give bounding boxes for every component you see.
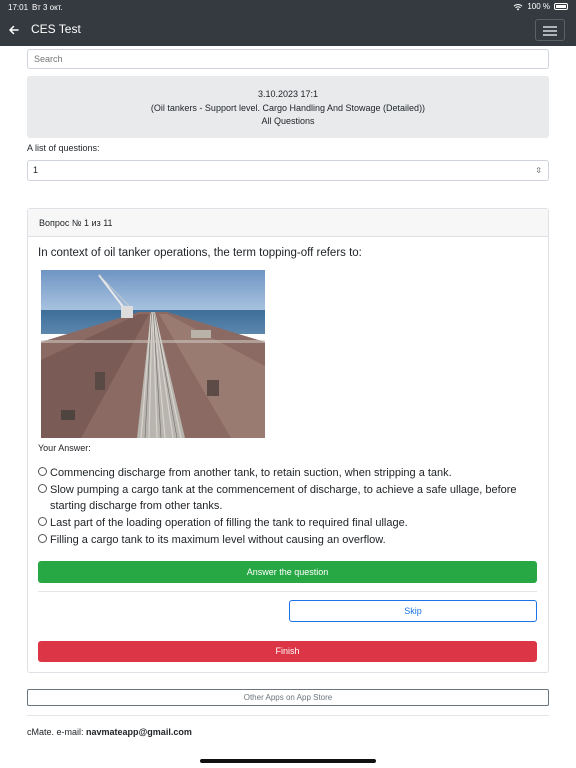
home-indicator [200, 759, 376, 763]
divider [27, 715, 549, 716]
radio-button[interactable] [38, 534, 47, 543]
status-bar [0, 0, 576, 14]
chevron-updown-icon: ⇳ [535, 166, 542, 175]
battery-icon [554, 3, 568, 10]
question-image [41, 270, 265, 438]
search-input[interactable] [27, 49, 549, 69]
answer-option-text: Commencing discharge from another tank, to retain suction, when stripping a tank. [50, 467, 452, 479]
question-text: In context of oil tanker operations, the term topping-off refers to: [38, 247, 362, 259]
answer-option-text: Slow pumping a cargo tank at the commencement of discharge, to achieve a safe ullage, before starting discharge from other tanks. [50, 484, 517, 512]
battery-percent: 100 % [527, 2, 550, 11]
status-right [513, 2, 568, 11]
question-list-label: A list of questions: [27, 143, 100, 153]
question-select-value: 1 [33, 165, 39, 175]
status-date: Вт 3 окт. [32, 3, 63, 12]
other-apps-button[interactable]: Other Apps on App Store [27, 689, 549, 706]
wifi-icon [513, 3, 523, 11]
status-time: 17:01 [8, 3, 29, 12]
footer-prefix: cMate. e-mail: [27, 727, 87, 737]
radio-button[interactable] [38, 467, 47, 476]
finish-button[interactable]: Finish [38, 641, 537, 662]
radio-button[interactable] [38, 517, 47, 526]
answer-label: Your Answer: [38, 443, 91, 453]
navbar [0, 14, 576, 46]
menu-icon[interactable] [535, 19, 565, 41]
test-info-panel [27, 76, 549, 138]
radio-button[interactable] [38, 484, 47, 493]
footer-email[interactable]: navmateapp@gmail.com [86, 727, 192, 737]
test-date: 3.10.2023 17:1 [257, 89, 319, 99]
test-title: (Oil tankers - Support level. Cargo Handling And Stowage (Detailed)) [150, 103, 426, 113]
skip-button[interactable]: Skip [289, 600, 537, 622]
answer-option-text: Filling a cargo tank to its maximum level without causing an overflow. [50, 534, 386, 546]
question-select[interactable] [27, 160, 549, 181]
card-header [28, 209, 548, 237]
footer-contact [27, 727, 192, 737]
back-arrow-icon[interactable] [6, 21, 22, 39]
answer-option-text: Last part of the loading operation of filling the tank to required final ullage. [50, 517, 408, 529]
divider [38, 591, 537, 592]
test-scope: All Questions [261, 116, 315, 126]
question-counter: Вопрос № 1 из 11 [39, 218, 113, 228]
answer-button[interactable]: Answer the question [38, 561, 537, 583]
page-title: CES Test [31, 22, 81, 36]
